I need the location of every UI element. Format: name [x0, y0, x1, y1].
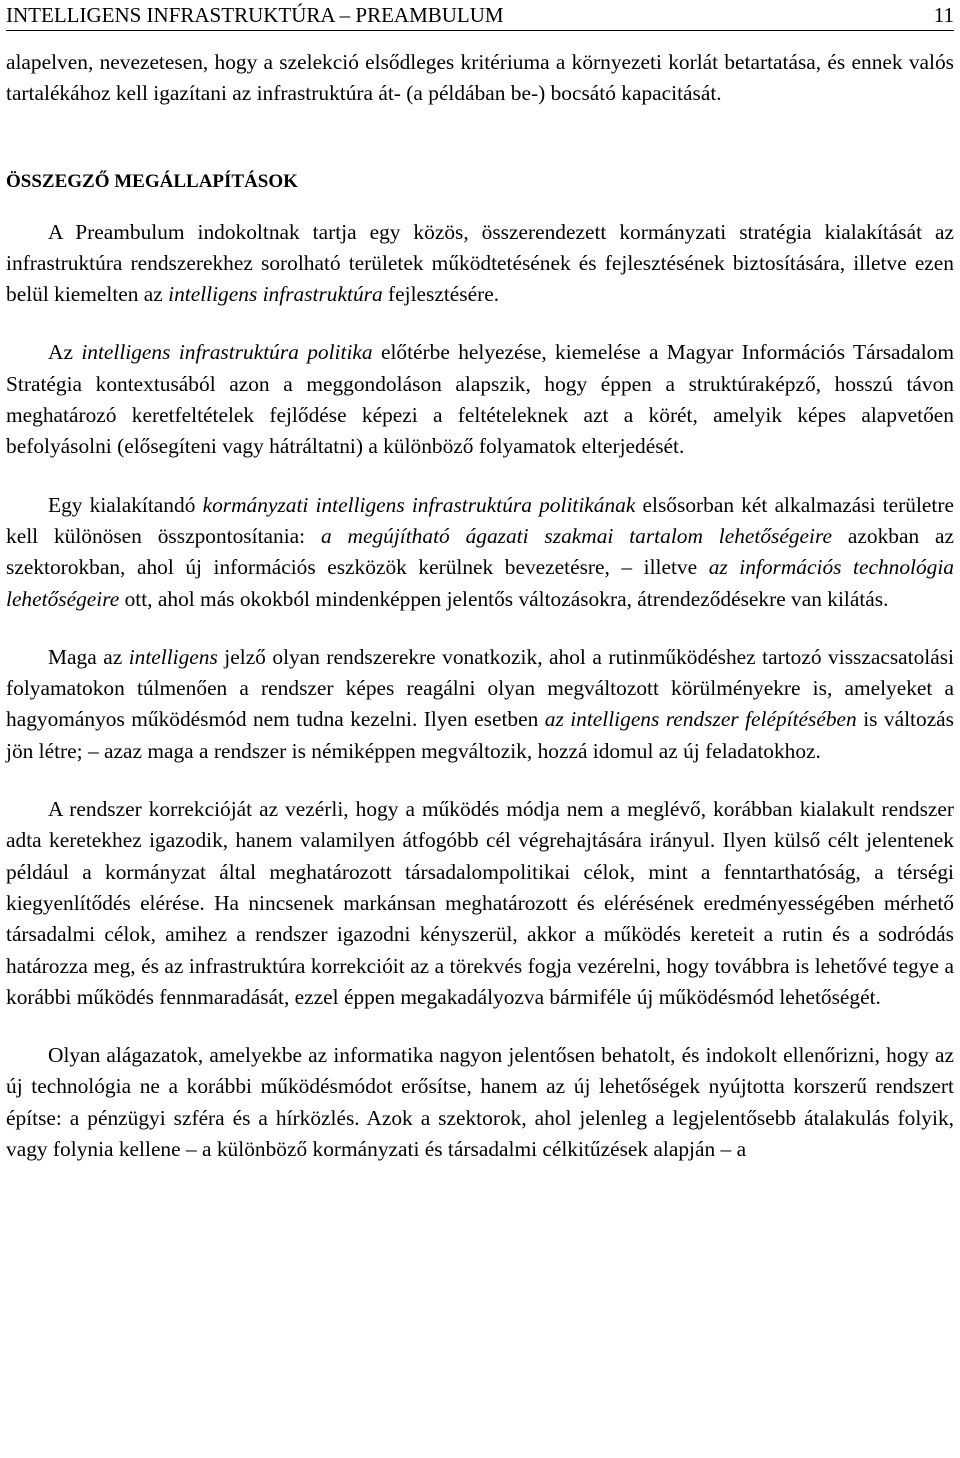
- italic-emphasis: az információs technológia lehetőségeire: [6, 555, 955, 611]
- document-body: [6, 47, 954, 1165]
- paragraph-text: fejlesztésére.: [382, 282, 500, 307]
- paragraph-text: Egy kialakítandó: [48, 492, 203, 517]
- paragraph-text: elsősorban két alkalmazási területre kell különösen összpontosítania:: [6, 492, 954, 548]
- italic-emphasis: az intelligens rendszer felépítésében: [544, 707, 857, 732]
- page-number: 11: [933, 3, 954, 27]
- paragraph-summary: [6, 217, 954, 311]
- paragraph-text: ott, ahol más okokból mindenképpen jelentős változásokra, átrendeződésekre van kilátás.: [119, 586, 889, 611]
- paragraph-text: A Preambulum indokoltnak tartja egy közös, összerendezett kormányzati stratégia kialakítását az infrastruktúra rendszerekhez sorolható területek működtetésének és fejlesztésének biztosítására, illetve ezen belül kiemelten az: [6, 219, 954, 307]
- document-page: [6, 0, 954, 1165]
- paragraph-text: előtérbe helyezése, kiemelése a Magyar Információs Társadalom Stratégia kontextusából azon a meggondoláson alapszik, hogy éppen a struktúraképző, hosszú távon meghatározó keretfeltételek fejlődése képezi a feltételeknek azt a körét, amelyik képes alapvetően befolyásolni (elősegíteni vagy hátráltatni) a különböző folyamatok elterjedését.: [6, 340, 955, 459]
- paragraph-system-correction: [6, 794, 954, 1013]
- paragraph-text: azokban az szektorokban, ahol új információs eszközök kerülnek bevezetésre, – illetve: [6, 523, 954, 580]
- italic-emphasis: intelligens: [128, 644, 218, 669]
- paragraph-subsectors: [6, 1040, 954, 1165]
- running-header: [6, 0, 954, 31]
- running-header-title: INTELLIGENS INFRASTRUKTÚRA – PREAMBULUM: [6, 3, 504, 27]
- paragraph-text: jelző olyan rendszerekre vonatkozik, ahol a rutinműködéshez tartozó visszacsatolási folyamatokon túlmenően a rendszer képes reagálni olyan megváltozott körülményekre is, amelyeket a hagyományos működésmód nem tudna kezelni. Ilyen esetben: [6, 644, 954, 732]
- section-heading: ÖSSZEGZŐ MEGÁLLAPÍTÁSOK: [6, 170, 298, 192]
- paragraph-text: is változás jön létre; – azaz maga a rendszer is némiképpen megváltozik, hozzá idomul az új feladatokhoz.: [6, 707, 955, 763]
- paragraph-policy: [6, 337, 954, 462]
- italic-emphasis: intelligens infrastruktúra: [168, 282, 383, 307]
- paragraph-government-policy: [6, 490, 954, 615]
- italic-emphasis: intelligens infrastruktúra politika: [81, 340, 373, 365]
- paragraph-text: Az: [48, 340, 82, 365]
- italic-emphasis: a megújítható ágazati szakmai tartalom lehetőségeire: [320, 523, 833, 548]
- italic-emphasis: kormányzati intelligens infrastruktúra politikának: [202, 492, 636, 517]
- paragraph-text: alapelven, nevezetesen, hogy a szelekció elsődleges kritériuma a környezeti korlát betartatása, és ennek valós tartalékához kell igazítani az infrastruktúra át- (a példában be-) bocsátó kapacitását.: [6, 50, 954, 106]
- paragraph-text: Maga az: [48, 644, 129, 669]
- paragraph-text: A rendszer korrekcióját az vezérli, hogy a működés módja nem a meglévő, korábban kialakult rendszer adta keretekhez igazodik, hanem valamilyen átfogóbb cél végrehajtására irányul. Ilyen külső célt jelentenek például a kormányzat által meghatározott társadalompolitikai célok, mint a fenntarthatóság, a térségi kiegyenlítődés elérése. Ha nincsenek markánsan meghatározott és elérésének eredményességében mérhető társadalmi célok, amihez a rendszer igazodni kényszerül, akkor a működés kereteit a rutin és a sodródás határozza meg, és az infrastruktúra korrekcióit az a törekvés fogja vezérelni, hogy továbbra is lehetővé tegye a korábbi működés fennmaradását, ezzel éppen megakadályozva bármiféle új működésmód lehetőségét.: [6, 797, 954, 1009]
- paragraph-intelligent-definition: [6, 642, 954, 767]
- paragraph-continuation: [6, 47, 954, 110]
- paragraph-text: Olyan alágazatok, amelyekbe az informatika nagyon jelentősen behatolt, és indokolt ellenőrizni, hogy az új technológia ne a korábbi működésmódot erősítse, hanem az új lehetőségek nyújtotta korszerű rendszert építse: a pénzügyi szféra és a hírközlés. Azok a szektorok, ahol jelenleg a legjelentősebb átalakulás folyik, vagy folynia kellene – a különböző kormányzati és társadalmi célkitűzések alapján – a: [6, 1043, 954, 1162]
